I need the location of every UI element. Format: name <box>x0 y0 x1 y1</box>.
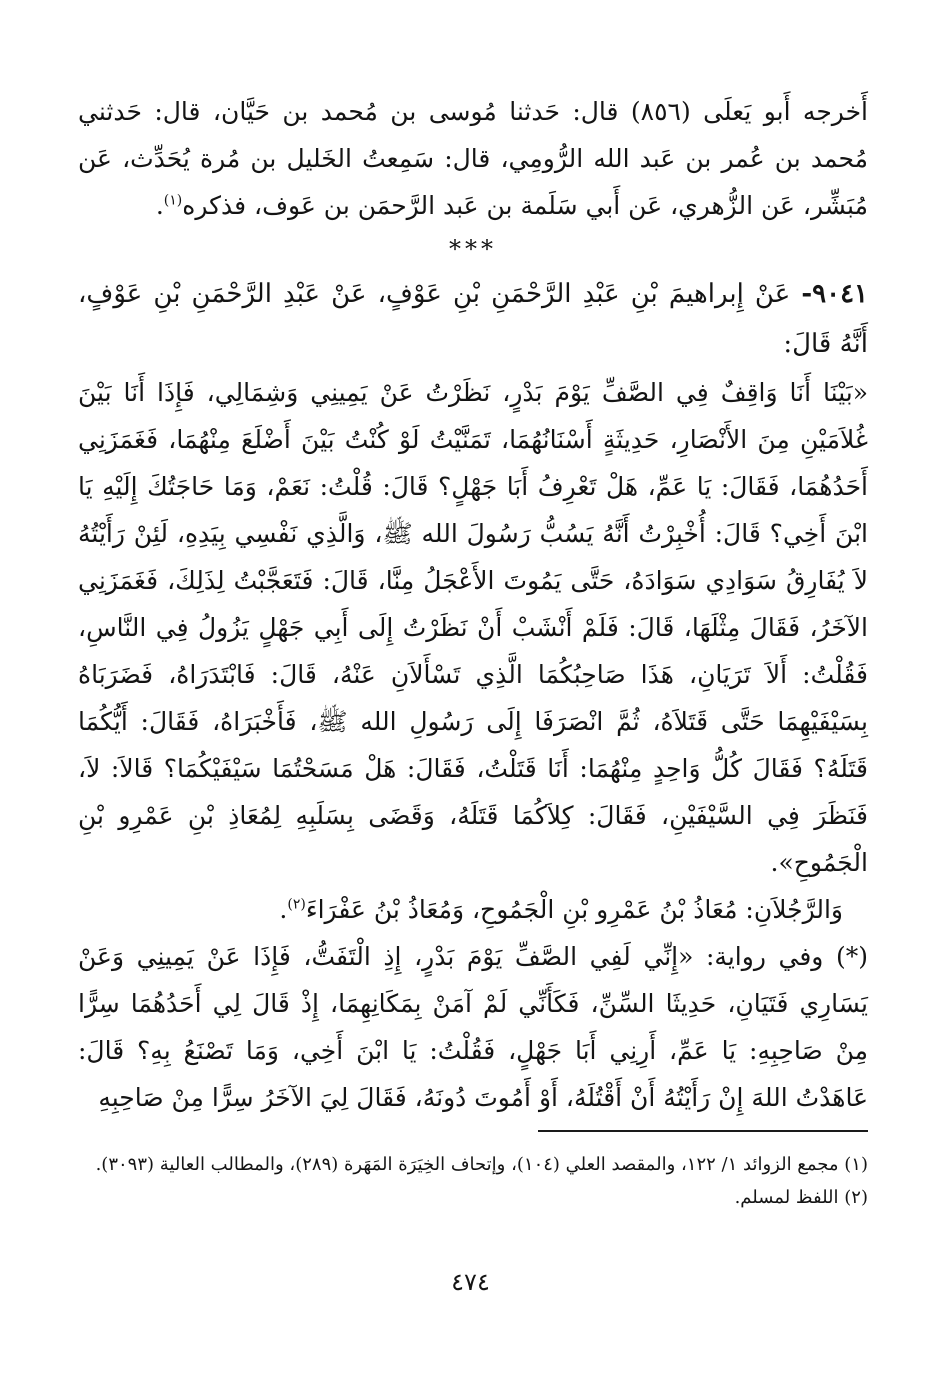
page-number: ٤٧٤ <box>451 1268 490 1296</box>
intro-paragraph <box>78 88 868 229</box>
intro-line-2: مُحمد بن عُمر بن عَبد الله الرُّومِي، قال: سَمِعتُ الخَليل بن مُرة يُحَدِّث، عَن مُبَشِّر، <box>78 144 868 220</box>
hadith-men: وَالرَّجُلاَنِ: مُعَاذُ بْنُ عَمْرِو بْنِ الْجَمُوحِ، وَمُعَاذُ بْنُ عَفْرَاءَ <box>305 895 843 924</box>
footnote-2: (٢) اللفظ لمسلم. <box>734 1187 868 1208</box>
hadith-variant: (*) وفي رواية: «إِنِّي لَفِي الصَّفِّ يَوْمَ بَدْرٍ، إِذِ الْتَفَتُّ، فَإِذَا عَنْ يَمِينِي وَعَنْ يَسَارِي فَتَيَانِ، حَدِيثَا السِّنِّ، فَكَأَنِّي لَمْ آمَنْ بِمَكَانِهِمَا، إِذْ قَالَ لِي أَحَدُهُمَا سِرًّا مِنْ صَاحِبِهِ: يَا عَمِّ، أَرِنِي أَبَا جَهْلٍ، فَقُلْتُ: يَا ابْنَ أَخِي، وَمَا تَصْنَعُ بِهِ؟ قَالَ: عَاهَدْتُ اللهَ إِنْ رَأَيْتُهُ أَنْ أَقْتُلَهُ، أَوْ أَمُوتَ دُونَهُ، فَقَالَ لِيَ الآخَرُ سِرًّا مِنْ صَاحِبِهِ <box>78 942 868 1112</box>
intro-line-3-end: . <box>155 191 164 220</box>
hadith-heading <box>78 269 868 369</box>
footnotes <box>78 1148 868 1214</box>
footnote-ref-2[interactable]: (٢) <box>287 896 306 913</box>
intro-line-1: أَخرجه أَبو يَعلَى (٨٥٦) قال: حَدثنا مُوسى بن مُحمد بن حَيَّان، قال: حَدثني <box>78 97 868 126</box>
footnote-ref-1[interactable]: (١) <box>163 192 183 209</box>
hadith-men-note <box>78 886 868 933</box>
section-separator: *** <box>449 235 497 263</box>
hadith-number: ٩٠٤١- <box>801 279 868 309</box>
hadith-men-end: . <box>279 895 288 924</box>
footnote-1: (١) مجمع الزوائد ١/ ١٢٢، والمقصد العلي (١٠٤)، وإتحاف الخِيَرَة المَهَرة (٢٨٩)، والمطالب العالية (٣٠٩٣). <box>95 1154 868 1175</box>
hadith-chain: عَنْ إِبراهيمَ بْنِ عَبْدِ الرَّحْمَنِ بْنِ عَوْفٍ، عَنْ عَبْدِ الرَّحْمَنِ بْنِ عَوْفٍ، أَنَّهُ قَالَ: <box>78 279 868 359</box>
intro-line-3: عَن الزُّهري، عَن أَبي سَلَمة بن عَبد الرَّحمَن بن عَوف، فذكره <box>182 191 795 220</box>
page-body <box>78 88 868 1121</box>
hadith-text: «بَيْنَا أَنَا وَاقِفٌ فِي الصَّفِّ يَوْمَ بَدْرٍ، نَظَرْتُ عَنْ يَمِينِي وَشِمَالِي، فَإِذَا أَنَا بَيْنَ غُلاَمَيْنِ مِنَ الأَنْصَارِ، حَدِيثَةٍ أَسْنَانُهُمَا، تَمَنَّيْتُ لَوْ كُنْتُ بَيْنَ أَضْلَعَ مِنْهُمَا، فَغَمَزَنِي أَحَدُهُمَا، فَقَالَ: يَا عَمِّ، هَلْ تَعْرِفُ أَبَا جَهْلٍ؟ قَالَ: قُلْتُ: نَعَمْ، وَمَا حَاجَتُكَ إِلَيْهِ يَا ابْنَ أَخِي؟ قَالَ: أُخْبِرْتُ أَنَّهُ يَسُبُّ رَسُولَ الله ﷺ، وَالَّذِي نَفْسِي بِيَدِهِ، لَئِنْ رَأَيْتُهُ لاَ يُفَارِقُ سَوَادِي سَوَادَهُ، حَتَّى يَمُوتَ الأَعْجَلُ مِنَّا، قَالَ: فَتَعَجَّبْتُ لِذَلِكَ، فَغَمَزَنِي الآخَرُ، فَقَالَ مِثْلَهَا، قَالَ: فَلَمْ أَنْشَبْ أَنْ نَظَرْتُ إِلَى أَبِي جَهْلٍ يَزُولُ فِي النَّاسِ، فَقُلْتُ: أَلاَ تَرَيَانِ، هَذَا صَاحِبُكُمَا الَّذِي تَسْأَلاَنِ عَنْهُ، قَالَ: فَابْتَدَرَاهُ، فَضَرَبَاهُ بِسَيْفَيْهِمَا حَتَّى قَتَلاَهُ، ثُمَّ انْصَرَفَا إِلَى رَسُولِ الله ﷺ، فَأَخْبَرَاهُ، فَقَالَ: أَيُّكُمَا قَتَلَهُ؟ فَقَالَ كُلُّ وَاحِدٍ مِنْهُمَا: أَنَا قَتَلْتُ، فَقَالَ: هَلْ مَسَحْتُمَا سَيْفَيْكُمَا؟ قَالاَ: لاَ، فَنَظَرَ فِي السَّيْفَيْنِ، فَقَالَ: كِلاَكُمَا قَتَلَهُ، وَقَضَى بِسَلَبِهِ لِمُعَاذِ بْنِ عَمْرِو بْنِ الْجَمُوحِ». <box>78 378 868 877</box>
footnote-divider <box>538 1130 868 1132</box>
